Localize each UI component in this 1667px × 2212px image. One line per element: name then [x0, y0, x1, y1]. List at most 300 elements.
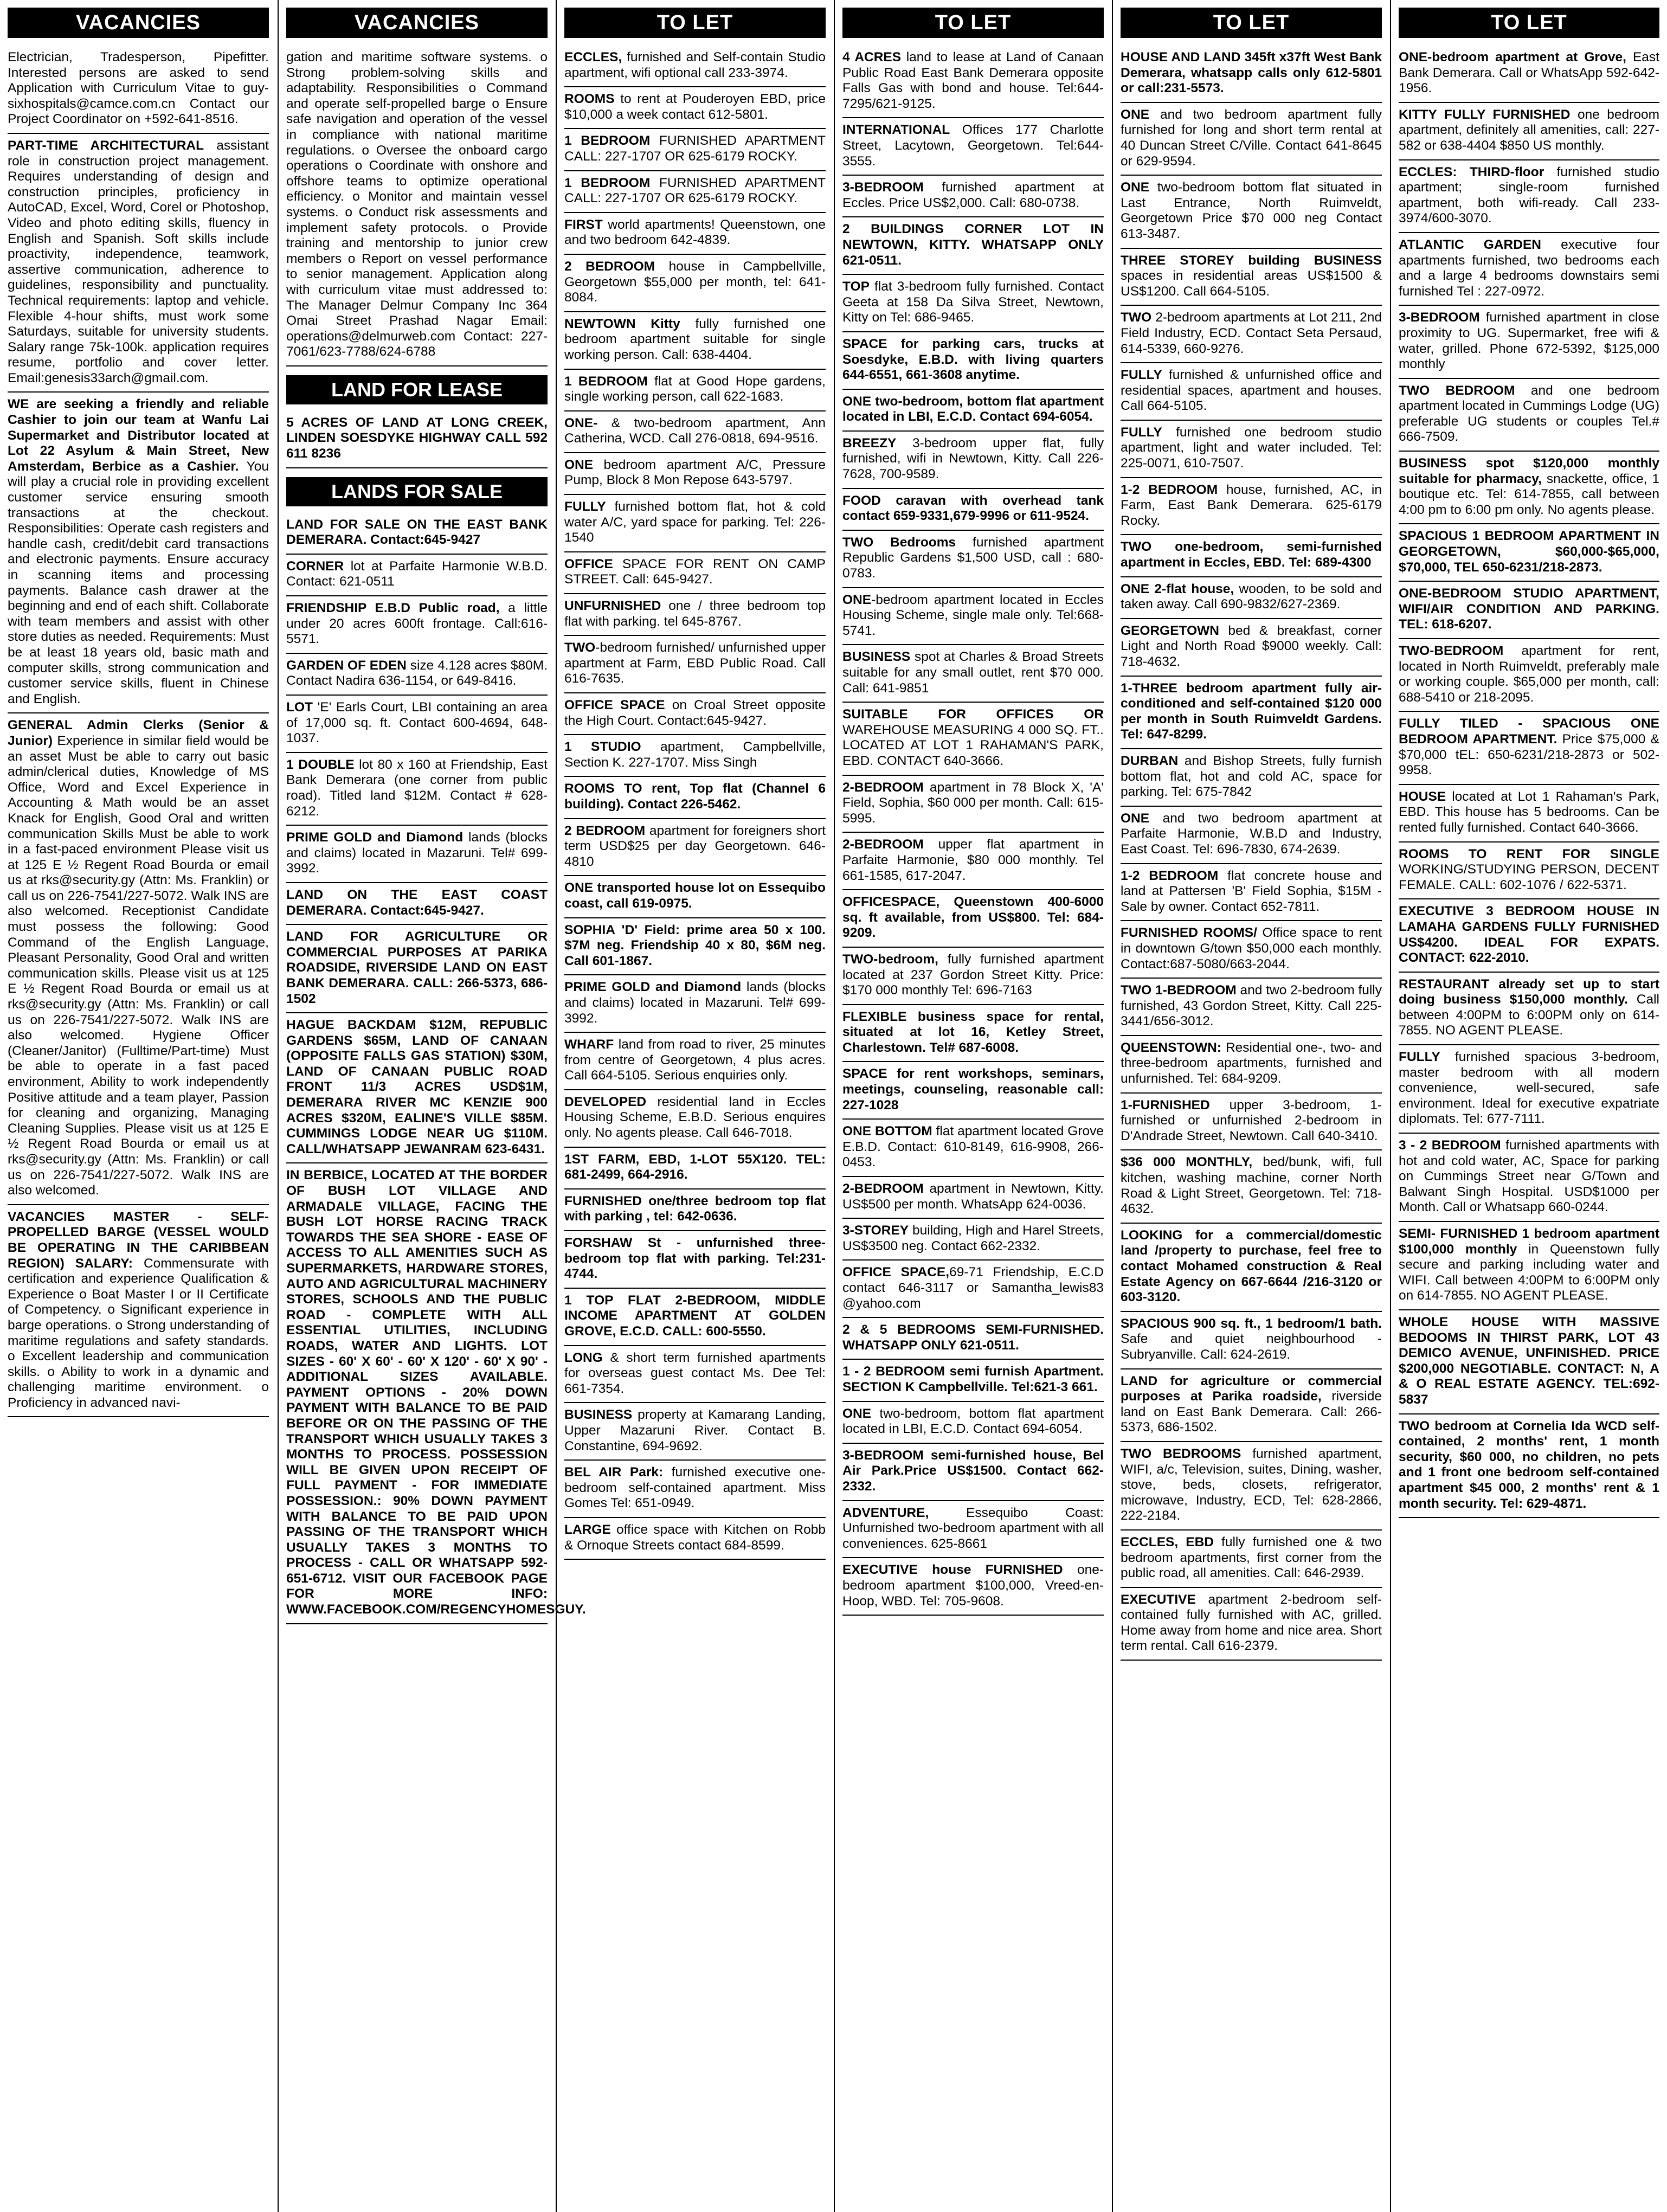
ad-lead: ONE-: [564, 415, 598, 430]
ad-lead: ONE transported house lot on Essequibo coast, call 619-0975.: [564, 880, 826, 911]
ad-text: FURNISHED APARTMENT CALL: 227-1707 OR 625-6179 ROCKY.: [564, 133, 826, 164]
ad-lead: 1 TOP FLAT 2-BEDROOM, MIDDLE INCOME APARTMENT AT GOLDEN GROVE, E.C.D. CALL: 600-5550.: [564, 1293, 826, 1339]
classified-ad: [1121, 864, 1382, 922]
ad-text: two-bedroom bottom flat situated in Last Entrance, North Ruimveldt, Georgetown Price $70 000 neg Contact 613-3487.: [1121, 180, 1382, 241]
ad-text: -bedroom apartment located in Eccles Housing Scheme, single male only. Tel:668-5741.: [842, 592, 1104, 638]
classified-ad: [842, 948, 1104, 1005]
classified-ad: [564, 1461, 826, 1518]
ad-lead: 2-BEDROOM: [842, 1181, 924, 1197]
classified-ad: [1121, 979, 1382, 1036]
ad-lead: HAGUE BACKDAM $12M, REPUBLIC GARDENS $65M, LAND OF CANAAN (OPPOSITE FALLS GAS STATION) $30M, LAND OF CANAAN PUBLIC ROAD FRONT 11/3 ACRES USD$1M, DEMERARA RIVER MC KENZIE 900 ACRES $320M, EALINE'S VILLE $85M. CUMMINGS LODGE NEAR UG $110M. CALL/WHATSAPP JEWANRAM 623-6431.: [286, 1018, 548, 1156]
ad-text: Commensurate with certification and experience Qualification & Experience o Boat Master I or II Certificate of Competency. o Significant experience in barge operations. o Strong understanding of maritime regulations and safety standards. o Excellent leadership and communication skills. o Ability to work in a dynamic and challenging maritime environment. o Proficiency in advanced navi-: [8, 1256, 269, 1410]
ad-text: world apartments! Queenstown, one and two bedroom 642-4839.: [564, 217, 826, 248]
classified-ad: [842, 176, 1104, 217]
classified-ad: [842, 118, 1104, 176]
ad-lead: OFFICESPACE, Queenstown 400-6000 sq. ft available, from US$800. Tel: 684-9209.: [842, 895, 1104, 941]
classified-ad: [842, 46, 1104, 118]
ad-lead: IN BERBICE, LOCATED AT THE BORDER OF BUSH LOT VILLAGE AND ARMADALE VILLAGE, FACING THE BUSH LOT HORSE RACING TRACK TOWARDS THE SEA SHORE - EASE OF ACCESS TO ALL AMENITIES SUCH AS SUPERMARKETS, HARDWARE STORES, AUTO AND AGRICULTURAL MACHINERY STORES, SCHOOLS AND THE PUBLIC ROAD - COMPLETE WITH ALL ESSENTIAL UTILITIES, INCLUDING ROADS, WATER AND LIGHTS. LOT SIZES - 60' X 60' - 60' X 120' - 60' X 90' - ADDITIONAL SIZES AVAILABLE. PAYMENT OPTIONS - 20% DOWN PAYMENT WITH BALANCE TO BE PAID BEFORE OR ON THE PASSING OF THE TRANSPORT WHICH USUALLY TAKES 3 MONTHS TO PROCESS. POSSESSION WILL BE GIVEN UPON RECEIPT OF FULL PAYMENT - FOR IMMEDIATE POSSESSION.: 90% DOWN PAYMENT WITH BALANCE TO BE PAID UPON PASSING OF THE TRANSPORT WHICH USUALLY TAKES 3 MONTHS TO PROCESS - CALL OR WHATSAPP 592-651-6712. VISIT OUR FACEBOOK PAGE FOR MORE INFO: WWW.FACEBOOK.COM/REGENCYHOMESGUY.: [286, 1168, 586, 1617]
ad-lead: ONE: [564, 457, 594, 472]
ad-text: and Bishop Streets, fully furnish bottom flat, hot and cold AC, space for parking. Tel: 675-7842: [1121, 753, 1382, 800]
ad-text: furnished and Self-contain Studio apartment, wifi optional call 233-3974.: [564, 50, 826, 80]
section-header-lands-sale: LANDS FOR SALE: [286, 477, 548, 506]
classified-ad: [564, 777, 826, 819]
ad-lead: ECCLES,: [564, 50, 622, 65]
classified-ad: [842, 1360, 1104, 1401]
classified-ad: [1121, 921, 1382, 979]
ad-text: flat apartment located Grove E.B.D. Contact: 610-8149, 616-9908, 266-0453.: [842, 1124, 1104, 1170]
ad-text: furnished apartment at Eccles. Price US$2,000. Call: 680-0738.: [842, 180, 1104, 210]
classified-ad: [564, 1231, 826, 1289]
ad-lead: SPACIOUS 900 sq. ft., 1 bedroom/1 bath.: [1121, 1316, 1382, 1331]
ad-lead: 3 - 2 BEDROOM: [1399, 1138, 1501, 1153]
ad-lead: UNFURNISHED: [564, 599, 661, 614]
ad-lead: LAND FOR AGRICULTURE OR COMMERCIAL PURPOSES AT PARIKA ROADSIDE, RIVERSIDE LAND ON EAST BANK DEMERARA. CALL: 266-5373, 686-1502: [286, 929, 548, 1006]
ad-lead: HOUSE AND LAND 345ft x37ft West Bank Demerara, whatsapp calls only 612-5801 or call:231-5573.: [1121, 50, 1382, 96]
classified-ad: [1121, 1312, 1382, 1369]
ad-lead: FULLY: [1121, 425, 1162, 440]
ad-text: furnished apartment Republic Gardens $1,500 USD, call : 680-0783.: [842, 535, 1104, 581]
classified-ad: [8, 713, 269, 1205]
ad-text: office space with Kitchen on Robb & Ornoque Streets contact 684-8599.: [564, 1522, 826, 1553]
classified-ad: [842, 390, 1104, 432]
ad-text: flat 3-bedroom fully furnished. Contact Geeta at 158 Da Silva Street, Newtown, Kitty on Tel: 686-9465.: [842, 279, 1104, 325]
ad-lead: VACANCIES MASTER - SELF-PROPELLED BARGE (VESSEL WOULD BE OPERATING IN THE CARIBBEAN REGION) SALARY:: [8, 1209, 269, 1271]
ad-lead: 2-BEDROOM: [842, 837, 924, 852]
ad-text: riverside land on East Bank Demerara. Call: 266-5373, 686-1502.: [1121, 1389, 1382, 1435]
section-header: TO LET: [1121, 8, 1382, 38]
ad-list: [1121, 46, 1382, 1661]
ad-lead: PRIME GOLD and Diamond: [564, 980, 742, 995]
ad-lead: 1 - 2 BEDROOM semi furnish Apartment. SECTION K Campbellville. Tel:621-3 661.: [842, 1364, 1104, 1394]
ad-text: lands (blocks and claims) located in Mazaruni. Tel# 699-3992.: [564, 980, 826, 1026]
ad-lead: TWO one-bedroom, semi-furnished apartment in Eccles, EBD. Tel: 689-4300: [1121, 539, 1382, 570]
ad-lead: WE are seeking a friendly and reliable Cashier to join our team at Wanfu Lai Supermarket and Distributor located at Lot 22 Asylum & Main Street, New Amsterdam, Berbice as a Cashier.: [8, 397, 269, 474]
classified-ad: [564, 819, 826, 877]
classified-ad: [1121, 103, 1382, 176]
classified-ad: [564, 1518, 826, 1560]
ad-text: spaces in residential areas US$1500 & US$1200. Call 664-5105.: [1121, 268, 1382, 299]
classified-ad: [1399, 103, 1659, 160]
ad-lead: CORNER: [286, 558, 344, 574]
ad-text: apartment for rent, located in North Ruimveldt, preferably male or working couple. $65,000 per month, call: 688-5410 or 218-2095.: [1399, 644, 1659, 705]
ad-lead: BUSINESS: [564, 1407, 633, 1423]
column-vacancies-1: [0, 0, 276, 2212]
ad-list: [286, 411, 548, 468]
classified-ad: [1121, 478, 1382, 536]
ad-text: lot 80 x 160 at Friendship, East Bank Demerara (one corner from public road). Titled land $12M. Contact # 628-6212.: [286, 757, 548, 819]
classified-ad: [842, 217, 1104, 275]
classified-ad: [564, 1189, 826, 1231]
ad-lead: DURBAN: [1121, 753, 1179, 768]
ad-lead: ONE: [842, 1406, 872, 1421]
ad-text: apartment for foreigners short term USD$25 per day Georgetown. 646-4810: [564, 823, 826, 869]
ad-lead: EXECUTIVE house FURNISHED: [842, 1562, 1063, 1578]
ad-text: bedroom apartment A/C, Pressure Pump, Block 8 Mon Repose 643-5797.: [564, 457, 826, 488]
ad-text: and two 2-bedroom fully furnished, 43 Gordon Street, Kitty. Call 225- 3441/656-3012.: [1121, 983, 1382, 1029]
ad-text: house in Campbellville, Georgetown $55,000 per month, tel: 641-8084.: [564, 259, 826, 305]
ad-text: You will play a crucial role in providing excellent customer service ensuring smooth transactions at the checkout. Responsibilities: Operate cash registers and handle cash, credit/debit card transactions and electronic payments. Ensure accuracy in scanning items and processing payments. Balance cash drawer at the beginning and end of each shift. Collaborate with team members and assist with other store duties as needed. Requirements: Must be at least 18 years old, basic math and computer skills, strong communication and customer service skills, fluent in Chinese and English.: [8, 459, 269, 706]
column-to-let-4: [1391, 0, 1667, 2212]
classified-ad: [1121, 1150, 1382, 1223]
section-header: VACANCIES: [8, 8, 269, 38]
ad-lead: GENERAL Admin Clerks (Senior & Junior): [8, 718, 269, 748]
classified-ad: [564, 312, 826, 370]
ad-list: [1399, 46, 1659, 1518]
ad-text: lot at Parfaite Harmonie W.B.D. Contact: 621-0511: [286, 558, 548, 589]
classified-ad: [1121, 677, 1382, 749]
ad-lead: INTERNATIONAL: [842, 123, 950, 138]
ad-text: a little under 20 acres 600ft frontage. Call:616-5571.: [286, 601, 548, 647]
classified-ad: [286, 411, 548, 468]
classified-ad: [842, 275, 1104, 332]
classified-ad: [1121, 1588, 1382, 1661]
ad-lead: TWO BEDROOM: [1399, 383, 1515, 398]
ad-lead: 1 BEDROOM: [564, 175, 651, 190]
ad-text: and two bedroom apartment fully furnished for long and short term rental at 40 Duncan Street C/Ville. Contact 641-8645 or 629-9594.: [1121, 107, 1382, 169]
classified-ad: [1399, 379, 1659, 452]
classified-ad: [564, 129, 826, 171]
ad-lead: $36 000 MONTHLY,: [1121, 1155, 1253, 1170]
classified-ad: [564, 552, 826, 594]
ad-lead: 3-BEDROOM semi-furnished house, Bel Air Park.Price US$1500. Contact 662-2332.: [842, 1448, 1104, 1494]
classified-ad: [1399, 973, 1659, 1045]
ad-lead: 3-BEDROOM: [1399, 310, 1480, 325]
classified-ad: [1399, 1414, 1659, 1519]
ad-lead: EXECUTIVE: [1121, 1592, 1196, 1607]
classified-ad: [1121, 421, 1382, 478]
ad-text: apartment in 78 Block X, 'A' Field, Sophia, $60 000 per month. Call: 615-5995.: [842, 780, 1104, 826]
classified-ad: [286, 925, 548, 1013]
classified-ad: [842, 489, 1104, 531]
ad-list: [8, 46, 269, 1417]
classified-ad: [564, 1403, 826, 1461]
classified-ad: [286, 696, 548, 753]
ad-list: [564, 46, 826, 1560]
ad-lead: ONE 2-flat house,: [1121, 581, 1234, 596]
ad-lead: TWO: [1121, 310, 1152, 325]
classified-ad: [1121, 46, 1382, 103]
classified-ad: [842, 1261, 1104, 1318]
classified-ad: [564, 213, 826, 255]
ad-text: WAREHOUSE MEASURING 4 000 SQ. FT.. LOCATED AT LOT 1 RAHAMAN'S PARK, EBD. CONTACT 640-3666.: [842, 722, 1104, 768]
classified-ad: [1399, 843, 1659, 900]
classified-ad: [1399, 639, 1659, 712]
ad-lead: FORSHAW St - unfurnished three-bedroom top flat with parking. Tel:231-4744.: [564, 1236, 826, 1282]
ad-lead: WHARF: [564, 1037, 614, 1052]
classified-ad: [1121, 749, 1382, 807]
classified-ad: [1399, 524, 1659, 582]
ad-text: furnished & unfurnished office and residential spaces, apartment and houses. Call 664-5105.: [1121, 368, 1382, 414]
ad-lead: 4 ACRES: [842, 50, 902, 65]
ad-text: WORKING/STUDYING PERSON, DECENT FEMALE. CALL: 602-1076 / 622-5371.: [1399, 862, 1659, 892]
classified-ad: [286, 555, 548, 596]
classified-ad: [842, 1219, 1104, 1261]
ad-text: SPACE FOR RENT ON CAMP STREET. Call: 645-9427.: [564, 556, 826, 587]
ad-lead: 1ST FARM, EBD, 1-LOT 55X120. TEL: 681-2499, 664-2916.: [564, 1152, 826, 1182]
classified-ad: [1121, 1442, 1382, 1531]
classified-ad: [842, 703, 1104, 775]
ad-lead: BEL AIR Park:: [564, 1465, 664, 1480]
classified-ad: [286, 1013, 548, 1163]
classified-ad: [1399, 46, 1659, 103]
ad-text: Essequibo Coast: Unfurnished two-bedroom apartment with all conveniences. 625-8661: [842, 1505, 1104, 1551]
classified-ad: [1399, 1310, 1659, 1414]
classified-ad: [842, 1062, 1104, 1120]
ad-text: apartment in Newtown, Kitty. US$500 per month. WhatsApp 624-0036.: [842, 1181, 1104, 1212]
ad-text: apartment 2-bedroom self-contained fully furnished with AC, grilled. Home away from home and nice area. Short term rental. Call 616-2379.: [1121, 1592, 1382, 1654]
classified-ad: [564, 975, 826, 1033]
ad-text: Office space to rent in downtown G/town $50,000 each monthly. Contact:687-5080/663-2044.: [1121, 925, 1382, 972]
ad-lead: FULLY TILED - SPACIOUS ONE BEDROOM APARTMENT.: [1399, 716, 1659, 747]
ad-lead: SPACIOUS 1 BEDROOM APARTMENT IN GEORGETOWN, $60,000-$65,000, $70,000, TEL 650-6231/218-2873.: [1399, 529, 1659, 575]
classified-ad: [1121, 807, 1382, 864]
ad-text: Safe and quiet neighbourhood - Subryanville. Call: 624-2619.: [1121, 1332, 1382, 1362]
ad-lead: 2 BUILDINGS CORNER LOT IN NEWTOWN, KITTY. WHATSAPP ONLY 621-0511.: [842, 222, 1104, 268]
ad-lead: ADVENTURE,: [842, 1505, 929, 1520]
ad-text: furnished spacious 3-bedroom, master bedroom with all modern convenience, well-secured, safe environment. Ideal for executive expatriate diplomats. Tel: 677-7111.: [1399, 1050, 1659, 1127]
ad-lead: LOT: [286, 700, 313, 715]
ad-text: -bedroom furnished/ unfurnished upper apartment at Farm, EBD Public Road. Call 616-7635.: [564, 640, 826, 686]
ad-text: apartment, Campbellville, Section K. 227-1707. Miss Singh: [564, 740, 826, 770]
classified-ad: [564, 370, 826, 411]
ad-lead: BUSINESS spot $120,000 monthly suitable for pharmacy,: [1399, 456, 1659, 486]
ad-text: furnished apartment in close proximity to UG. Supermarket, free wifi & water, grilled. Phone 672-5392, $125,000 monthly: [1399, 310, 1659, 372]
ad-lead: ONE: [1121, 180, 1150, 195]
ad-text: spot at Charles & Broad Streets suitable for any small outlet, rent $70 000. Call: 641-9851: [842, 650, 1104, 696]
ad-lead: ONE: [842, 592, 872, 607]
ad-text: furnished bottom flat, hot & cold water A/C, yard space for parking. Tel: 226-1540: [564, 499, 826, 545]
classified-ad: [1399, 785, 1659, 843]
ad-text: assistant role in construction project management. Requires understanding of design and construction principles, proficiency in AutoCAD, Excel, Word, Corel or Photoshop, Video and photo editing skills, fluency in English and Spanish. Soft skills include proactivity, independence, teamwork, assertive communication, adherence to guidelines, responsibility and punctuality. Technical requirements: laptop and vehicle. Flexible 4-hour shifts, must work some Saturdays, suitable for university students. Salary range 75k-100k. application requires resume, portfolio and cover letter. Email:genesis33arch@gmail.com.: [8, 138, 269, 385]
ad-lead: BREEZY: [842, 435, 897, 451]
classified-ad: [842, 332, 1104, 390]
ad-lead: ONE two-bedroom, bottom flat apartment located in LBI, E.C.D. Contact 694-6054.: [842, 394, 1104, 425]
ad-text: one-bedroom apartment $100,000, Vreed-en-Hoop, WBD. Tel: 705-9608.: [842, 1562, 1104, 1609]
ad-text: fully furnished apartment located at 237 Gordon Street Kitty. Price: $170 000 monthly Tel: 696-7163: [842, 951, 1104, 998]
section-header: TO LET: [564, 8, 826, 38]
classified-ad: [564, 87, 826, 129]
ad-lead: BUSINESS: [842, 650, 911, 665]
section-header: TO LET: [1399, 8, 1659, 38]
classified-ad: [564, 636, 826, 693]
ad-text: Offices 177 Charlotte Street, Lacytown, Georgetown. Tel:644-3555.: [842, 123, 1104, 169]
classified-ad: [842, 1005, 1104, 1063]
ad-text: two-bedroom, bottom flat apartment located in LBI, E.C.D. Contact 694-6054.: [842, 1406, 1104, 1437]
classified-ad: [842, 1177, 1104, 1219]
ad-lead: LOOKING for a commercial/domestic land /property to purchase, feel free to contact Mohamed construction & Real Estate Agency on 667-6644 /216-3120 or 603-3120.: [1121, 1227, 1382, 1305]
ad-text: located at Lot 1 Rahaman's Park, EBD. This house has 5 bedrooms. Can be rented fully furnished. Contact 640-3666.: [1399, 789, 1659, 835]
ad-lead: ECCLES: THIRD-floor: [1399, 164, 1544, 179]
ad-text: building, High and Harel Streets, US$3500 neg. Contact 662-2332.: [842, 1223, 1104, 1253]
ad-lead: 2-BEDROOM: [842, 780, 924, 795]
classified-ad: [842, 1501, 1104, 1559]
ad-text: 2-bedroom apartments at Lot 211, 2nd Field Industry, ECD. Contact Seta Persaud, 614-5339, 660-9276.: [1121, 310, 1382, 356]
ad-text: and two bedroom apartment at Parfaite Harmonie, W.B.D and Industry, East Coast. Tel: 696-7830, 674-2639.: [1121, 811, 1382, 857]
ad-list: [842, 46, 1104, 1616]
classified-ad: [1399, 306, 1659, 378]
ad-lead: TWO bedroom at Cornelia Ida WCD self-contained, 2 months' rent, 1 month security, $60 000, no children, no pets and 1 front one bedroom self-contained apartment $45 000, 2 months' rent & 1 month security. Tel: 629-4871.: [1399, 1418, 1659, 1511]
ad-lead: GARDEN OF EDEN: [286, 658, 407, 673]
classified-ad: [286, 883, 548, 925]
ad-lead: 2 BEDROOM: [564, 823, 646, 838]
classified-ad: [842, 531, 1104, 588]
classified-ad: [1121, 176, 1382, 248]
classified-ad: [564, 453, 826, 495]
classified-ad: [842, 890, 1104, 948]
ad-lead: 1 STUDIO: [564, 740, 641, 755]
ad-text: Residential one-, two- and three-bedroom apartments, furnished and unfurnished. Tel: 684-9209.: [1121, 1040, 1382, 1086]
ad-text: size 4.128 acres $80M. Contact Nadira 636-1154, or 649-8416.: [286, 658, 548, 689]
classified-ad: [564, 1148, 826, 1189]
ad-text: land to lease at Land of Canaan Public Road East Bank Demerara opposite Falls Gas with bond and house. Tel:644-7295/621-9125.: [842, 50, 1104, 111]
ad-lead: 3-STOREY: [842, 1223, 909, 1238]
ad-lead: FLEXIBLE business space for rental, situated at lot 16, Ketley Street, Charlestown. Tel# 687-6008.: [842, 1009, 1104, 1055]
classified-ad: [842, 432, 1104, 489]
ad-lead: LARGE: [564, 1522, 611, 1537]
ad-lead: OFFICE SPACE: [564, 698, 665, 712]
ad-text: in Queenstown fully secure and parking including water and WIFI. Call between 4:00PM to 6:00PM only on 614-7855. NO AGENT PLEASE.: [1399, 1242, 1659, 1303]
ad-text: to rent at Pouderoyen EBD, price $10,000 a week contact 612-5801.: [564, 92, 826, 122]
ad-text: 'E' Earls Court, LBI containing an area of 17,000 sq. ft. Contact 600-4694, 648-1037.: [286, 700, 548, 746]
ad-lead: SEMI- FURNISHED 1 bedroom apartment $100,000 monthly: [1399, 1226, 1659, 1257]
ad-text: fully furnished one & two bedroom apartments, first corner from the public road, all amenities. Call: 646-2939.: [1121, 1534, 1382, 1581]
classified-ad: [842, 588, 1104, 646]
classified-ad: [564, 876, 826, 918]
ad-lead: 1 BEDROOM: [564, 374, 648, 389]
ad-text: 3-bedroom upper flat, fully furnished, wifi in Newtown, Kitty. Call 226-7628, 700-9589.: [842, 435, 1104, 482]
ad-text: bed & breakfast, corner Light and North Road $9000 weekly. Call: 718-4632.: [1121, 623, 1382, 669]
ad-lead: ONE: [1121, 811, 1150, 826]
section-header: VACANCIES: [286, 8, 548, 38]
ad-lead: FULLY: [1399, 1050, 1440, 1065]
ad-lead: PART-TIME ARCHITECTURAL: [8, 138, 204, 153]
ad-lead: SUITABLE FOR OFFICES OR: [842, 707, 1104, 722]
classified-ad: [842, 833, 1104, 890]
ad-text: one bedroom apartment, definitely all amenities, call: 227-582 or 638-4404 $850 US monthly.: [1399, 107, 1660, 153]
ad-text: & two-bedroom apartment, Ann Catherina, WCD. Call 276-0818, 694-9516.: [564, 415, 826, 446]
ad-text: furnished apartment, WIFI, a/c, Television, suites, Dining, washer, stove, beds, closets, refrigerator, microwave, Industry, ECD, Tel: 628-2866, 222-2184.: [1121, 1446, 1382, 1523]
ad-lead: TWO 1-BEDROOM: [1121, 983, 1237, 998]
classified-ad: [8, 1205, 269, 1418]
ad-text: furnished studio apartment; single-room furnished apartment, both wifi-ready. Call 233-3974/600-3070.: [1399, 164, 1659, 226]
ad-lead: 1-FURNISHED: [1121, 1097, 1210, 1113]
classified-ad: [1399, 1134, 1659, 1222]
ad-lead: SOPHIA 'D' Field: prime area 50 x 100. $7M neg. Friendship 40 x 80, $6M neg. Call 601-1867.: [564, 922, 826, 968]
ad-lead: OFFICE: [564, 556, 613, 571]
classified-ad: [1121, 1094, 1382, 1151]
classified-ad: [286, 596, 548, 654]
classified-ad: [1399, 452, 1659, 524]
ad-lead: RESTAURANT already set up to start doing business $150,000 monthly.: [1399, 976, 1659, 1007]
ad-lead: DEVELOPED: [564, 1094, 647, 1109]
ad-lead: TWO: [564, 640, 596, 655]
classified-ad: [8, 134, 269, 393]
ad-text: Call between 4:00PM to 6:00PM only on 614-7855. NO AGENT PLEASE.: [1399, 992, 1659, 1038]
ad-list: [286, 46, 548, 366]
ad-lead: ROOMS TO RENT FOR SINGLE: [1399, 846, 1659, 861]
ad-lead: 3-BEDROOM: [842, 180, 924, 195]
section-header-land-lease: LAND FOR LEASE: [286, 375, 548, 404]
ad-lead: ONE-bedroom apartment at Grove,: [1399, 50, 1626, 65]
ad-lead: TWO-bedroom,: [842, 951, 938, 967]
classified-ad: [564, 594, 826, 636]
classified-ad: [564, 1090, 826, 1148]
ad-lead: SPACE for rent workshops, seminars, meetings, counseling, reasonable call: 227-1028: [842, 1066, 1104, 1113]
classified-ad: [564, 918, 826, 976]
ad-lead: 5 ACRES OF LAND AT LONG CREEK, LINDEN SOESDYKE HIGHWAY CALL 592 611 8236: [286, 415, 548, 461]
ad-text: snackette, office, 1 boutique etc. Tel: 614-7855, call between 4:00 pm to 6:00 pm only. No agents please.: [1399, 471, 1659, 517]
classified-ad: [564, 411, 826, 453]
ad-text: executive four apartments furnished, two bedrooms each and a large 4 bedrooms downstairs semi furnished Tel : 227-0972.: [1399, 237, 1659, 299]
classified-ad: [1121, 1036, 1382, 1094]
ad-text: and one bedroom apartment located in Cummings Lodge (UG) preferable UG students or couples Tel.# 666-7509.: [1399, 383, 1659, 445]
ad-lead: FULLY: [564, 499, 606, 515]
classified-ad: [1399, 899, 1659, 972]
ad-text: land from road to river, 25 minutes from centre of Georgetown, 4 plus acres. Call 664-5105. Serious enquiries only.: [564, 1037, 826, 1083]
ad-lead: FURNISHED one/three bedroom top flat with parking , tel: 642-0636.: [564, 1193, 826, 1224]
classified-ad: [564, 1346, 826, 1404]
ad-text: upper 3-bedroom, 1-furnished or unfurnished 2-bedroom in D'Andrade Street, Newtown. Call 640-3410.: [1121, 1097, 1382, 1143]
ad-lead: FIRST: [564, 217, 603, 232]
classified-ad: [564, 1033, 826, 1090]
ad-lead: 2 & 5 BEDROOMS SEMI-FURNISHED. WHATSAPP ONLY 621-0511.: [842, 1322, 1104, 1353]
ad-lead: ATLANTIC GARDEN: [1399, 237, 1541, 252]
classified-ad: [842, 1318, 1104, 1360]
section-header: TO LET: [842, 8, 1104, 38]
ad-text: furnished one bedroom studio apartment, light and water included. Tel: 225-0071, 610-7507.: [1121, 425, 1382, 471]
ad-text: upper flat apartment in Parfaite Harmonie, $80 000 monthly. Tel 661-1585, 617-2047.: [842, 837, 1104, 883]
ad-text: Experience in similar field would be an asset Must be able to carry out basic admin/clerical duties, Knowledge of MS Office, Word and Excel Experience in Accounting & Math would be an asset Knack for English, Good Oral and written communication Skills Must be able to work in a fast-paced environment Please visit us at 125 E ½ Regent Road Bourda or email us at rks@security.gy (Attn: Ms. Franklin) or call us on 226-7541/227-5072. Walk INS are also welcomed. Receptionist Candidate must possess the following: Good Command of the English Language, Pleasant Personality, Good Oral and written communication skills. Please visit us at 125 E ½ Regent Road Bourda or email us at rks@security.gy (Attn: Ms. Franklin) or call us on 226-7541/227-5072. Walk INS are also welcomed. Hygiene Officer (Cleaner/Janitor) (Fulltime/Part-time) Must be able to operate in a fast paced environment, Ability to work independently Positive attitude and a team player, Passion for cleaning and organizing, Managing Cleaning Supplies. Please visit us at 125 E ½ Regent Road Bourda or email us at rks@security.gy (Attn: Ms. Franklin) or call us on 226-7541/227-5072. Walk INS are also welcomed.: [8, 733, 269, 1198]
ad-lead: LONG: [564, 1350, 603, 1365]
ad-text: flat at Good Hope gardens, single working person, call 622-1683.: [564, 374, 826, 404]
ad-text: Electrician, Tradesperson, Pipefitter. Interested persons are asked to send Application with Curriculum Vitae to guy-sixhospitals@camce.com.cn Contact our Project Coordinator on +592-641-8516.: [8, 50, 269, 127]
classified-ad: [564, 1289, 826, 1346]
ad-text: one / three bedroom top flat with parking. tel 645-8767.: [564, 599, 826, 629]
ad-lead: NEWTOWN Kitty: [564, 316, 680, 331]
ad-text: house, furnished, AC, in Farm, East Bank Demerara. 625-6179 Rocky.: [1121, 482, 1382, 528]
classified-ad: [564, 693, 826, 735]
ad-lead: ECCLES, EBD: [1121, 1534, 1214, 1549]
ad-lead: PRIME GOLD and Diamond: [286, 830, 464, 845]
ad-lead: ONE: [1121, 107, 1150, 122]
classified-ad: [1399, 160, 1659, 233]
classified-ad: [1121, 619, 1382, 677]
classified-ad: [564, 735, 826, 777]
ad-text: residential land in Eccles Housing Scheme, E.B.D. Serious enquires only. No agents please. Call 646-7018.: [564, 1094, 826, 1141]
ad-lead: KITTY FULLY FURNISHED: [1399, 107, 1571, 122]
ad-lead: SPACE for parking cars, trucks at Soesdyke, E.B.D. with living quarters 644-6551, 661-3608 anytime.: [842, 336, 1104, 383]
classified-ad: [286, 46, 548, 366]
classified-ad: [1121, 1531, 1382, 1588]
ad-lead: EXECUTIVE 3 BEDROOM HOUSE IN LAMAHA GARDENS FULLY FURNISHED US$4200. IDEAL FOR EXPATS. CONTACT: 622-2010.: [1399, 904, 1659, 966]
ad-lead: ONE-BEDROOM STUDIO APARTMENT, WIFI/AIR CONDITION AND PARKING. TEL: 618-6207.: [1399, 586, 1659, 632]
ad-lead: LAND for agriculture or commercial purposes at Parika roadside,: [1121, 1373, 1382, 1404]
classified-ad: [1121, 249, 1382, 306]
ad-lead: WHOLE HOUSE WITH MASSIVE BEDOOMS IN THIRST PARK, LOT 43 DEMICO AVENUE, UNFINISHED. PRICE $200,000 NEGOTIABLE. CONTACT: N, A & O REAL ESTATE AGENCY. TEL:692-5837: [1399, 1314, 1659, 1407]
ad-lead: TWO BEDROOMS: [1121, 1446, 1241, 1461]
ad-lead: QUEENSTOWN:: [1121, 1040, 1222, 1055]
classified-ad: [286, 753, 548, 826]
ad-lead: 1 BEDROOM: [564, 133, 651, 149]
classified-ad: [1399, 712, 1659, 785]
ad-text: gation and maritime software systems. o Strong problem-solving skills and adaptability. Responsibilities o Command and operate self-propelled barge o Ensure safe navigation and operation of the vessel in compliance with national maritime regulations. o Oversee the onboard cargo operations o Coordinate with onshore and offshore teams to optimize operational efficiency. o Monitor and maintain vessel systems. o Conduct risk assessments and implement safety protocols. o Provide training and mentorship to junior crew members o Report on vessel performance to senior management. Application along with curriculum vitae must addressed to: The Manager Delmur Company Inc 364 Omai Street Prashad Nagar Email: operations@delmurweb.com Contact: 227-7061/623-7788/624-6788: [286, 50, 548, 359]
classified-ad: [286, 826, 548, 883]
ad-lead: ROOMS TO rent, Top flat (Channel 6 building). Contact 226-5462.: [564, 781, 826, 812]
column-to-let-3: [1113, 0, 1389, 2212]
classified-ad: [842, 776, 1104, 833]
classified-ad: [564, 46, 826, 87]
ad-text: furnished executive one-bedroom self-contained apartment. Miss Gomes Tel: 651-0949.: [564, 1465, 826, 1511]
